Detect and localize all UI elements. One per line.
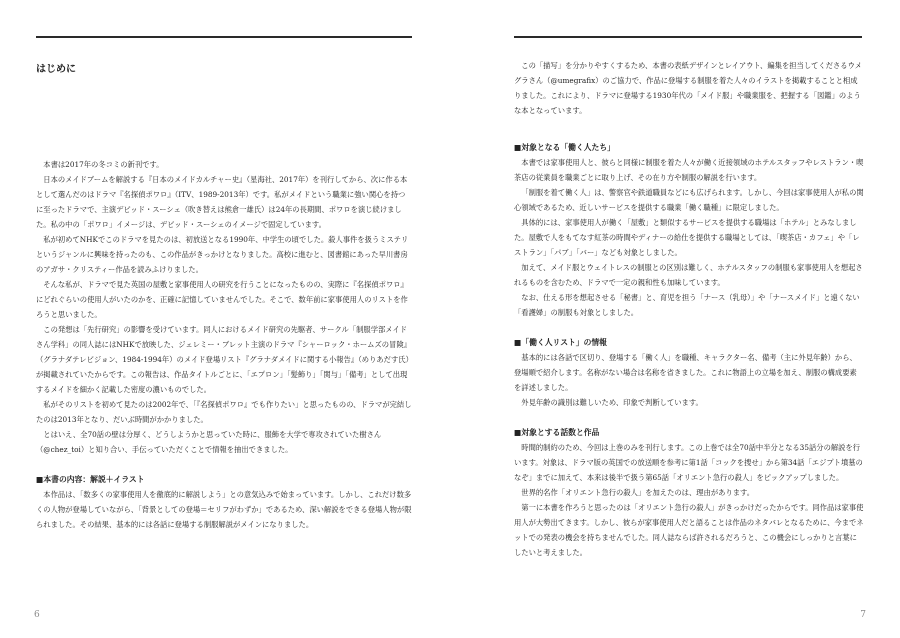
chapter-title: はじめに — [36, 64, 76, 75]
paragraph: 時間的制約のため、今回は上巻のみを刊行します。この上巻では全70話中半分となる35話分の解説を行います。対象は、ドラマ版の英国での放送順を参考に第1話「コックを捜せ」から第34話「エジプト墳墓のなぞ」までに加えて、本来は後半で扱う第65話「オリエント急行の殺人」をピックアップしました。 — [514, 443, 863, 482]
right-body-text — [514, 58, 864, 560]
paragraph: なお、仕える形を想起させる「秘書」と、育児を担う「ナース（乳母）」や「ナースメイド」と遠くない「看護婦」の制服も対象としました。 — [514, 293, 860, 317]
paragraph: そんな私が、ドラマで見た英国の屋敷と家事使用人の研究を行うことになったものの、実際に『名探偵ポワロ』にどれぐらいの使用人がいたのかを、正確に記憶していませんでした。そこで、数年前に家事使用人のリストを作ろうと思いました。 — [36, 280, 408, 319]
section-heading-list-info: ■「働く人リスト」の情報 — [514, 338, 607, 347]
paragraph: 具体的には、家事使用人が働く「屋敷」と類似するサービスを提供する職場は「ホテル」とみなしました。屋敷で人をもてなす紅茶の時間やディナーの給仕を提供する職場としては、「喫茶店・カフェ」や「レストラン」「パブ」「バー」なども対象としました。 — [514, 218, 860, 257]
paragraph: 本書では家事使用人と、彼らと同様に制服を着た人々が働く近接領域のホテルスタッフやレストラン・喫茶店の従業員を職業ごとに取り上げ、その在り方や制服の解説を行います。 — [514, 158, 864, 182]
top-rule — [514, 36, 862, 38]
section-heading-workers: ■対象となる「働く人たち」 — [514, 143, 615, 152]
page-number-left: 6 — [34, 610, 40, 620]
paragraph: 本書は2017年の冬コミの新刊です。 — [43, 160, 164, 169]
paragraph: 私がそのリストを初めて見たのは2002年で、「『名探偵ポワロ』でも作りたい」と思ったものの、ドラマが完結したのは2013年となり、だいぶ時間がかかりました。 — [36, 400, 412, 424]
section-heading-contents: ■本書の内容：解説＋イラスト — [36, 475, 145, 484]
left-body-text — [36, 157, 412, 532]
paragraph: 「制服を着て働く人」は、警察官や鉄道職員などにも広げられます。しかし、今回は家事使用人が私の関心領域であるため、近しいサービスを提供する職業「働く職種」に限定しました。 — [514, 188, 864, 212]
paragraph: 本作品は、「数多くの家事使用人を徹底的に解説しよう」との意気込みで始まっています。しかし、これだけ数多くの人物が登場していながら、「背景としての登場＝セリフがわずか」であるため、深い解説をできる登場人物が限られました。その結果、基本的には各話に登場する制服解説がメインになりました。 — [36, 490, 412, 529]
paragraph: 基本的には各話で区切り、登場する「働く人」を職種、キャラクター名、備考（主に外見年齢）から、登場順で紹介します。名称がない場合は名称を省きました。これに物語上の立場を加え、制服の構成要素を詳述しました。 — [514, 353, 857, 392]
paragraph: 加えて、メイド服とウェイトレスの制服との区別は難しく、ホテルスタッフの制服も家事使用人を想起されるものを含むため、ドラマで一定の親和性も加味しています。 — [514, 263, 863, 287]
top-rule — [36, 36, 412, 38]
paragraph: この発想は「先行研究」の影響を受けています。同人におけるメイド研究の先駆者、サークル「制服学部メイドさん学科」の同人誌にはNHKで放映した、ジェレミー・ブレット主演のドラマ『シャーロック・ホームズの冒険』（グラナダテレビジョン、1984-1994年）のメイド登場リスト『グラナダメイドに関する小報告』（めりあだす氏）が掲載されていたからです。この報告は、作品タイトルごとに、「エプロン」「髪飾り」「関与」「備考」として出現するメイドを細かく記載した密度の濃いものでした。 — [36, 325, 411, 394]
paragraph: 世界的名作「オリエント急行の殺人」を加えたのは、理由があります。 — [521, 488, 755, 497]
paragraph: 外見年齢の識別は難しいため、印象で判断しています。 — [521, 398, 703, 407]
page-number-right: 7 — [860, 610, 866, 620]
paragraph: 私が初めてNHKでこのドラマを見たのは、初放送となる1990年、中学生の頃でした。殺人事件を扱うミステリというジャンルに興味を持ったのも、この作品がきっかけとなりました。高校に進むと、図書館にあった早川書房のアガサ・クリスティー作品を読みふけりました。 — [36, 235, 409, 274]
paragraph: とはいえ、全70話の壁は分厚く、どうしようかと思っていた時に、服飾を大学で専攻されていた樹さん（@chez_toi）と知り合い、手伝っていただくことで情報を抽出できました。 — [36, 430, 382, 454]
paragraph: この「描写」を分かりやすくするため、本書の表紙デザインとレイアウト、編集を担当してくださるウメグラさん（@umegrafix）のご協力で、作品に登場する制服を着た人々のイラストを掲載することと相成りました。これにより、ドラマに登場する1930年代の「メイド服」や職業服を、把握する「図鑑」のような本となっています。 — [514, 61, 862, 115]
right-page — [450, 0, 900, 638]
paragraph: 日本のメイドブームを解説する『日本のメイドカルチャー史』（星海社、2017年）を刊行してから、次に作る本として選んだのはドラマ『名探偵ポワロ』（ITV、1989-2013年）です。私がメイドという職業に強い関心を持つに至ったドラマで、主演デビッド・スーシェ（吹き替えは熊倉一雄氏）は24年の長期間、ポワロを演じ続けました。私の中の「ポワロ」イメージは、デビッド・スーシェのイメージで固定しています。 — [36, 175, 408, 229]
paragraph: 第一に本書を作ろうと思ったのは「オリエント急行の殺人」がきっかけだったからです。同作品は家事使用人が大勢出てきます。しかし、彼らが家事使用人だと語ることは作品のネタバレとなるために、今までネットでの発表の機会を持ちませんでした。同人誌ならば許されるだろうと、この機会にしっかりと言葉にしたいと考えました。 — [514, 503, 864, 557]
section-heading-episodes: ■対象とする話数と作品 — [514, 428, 600, 437]
